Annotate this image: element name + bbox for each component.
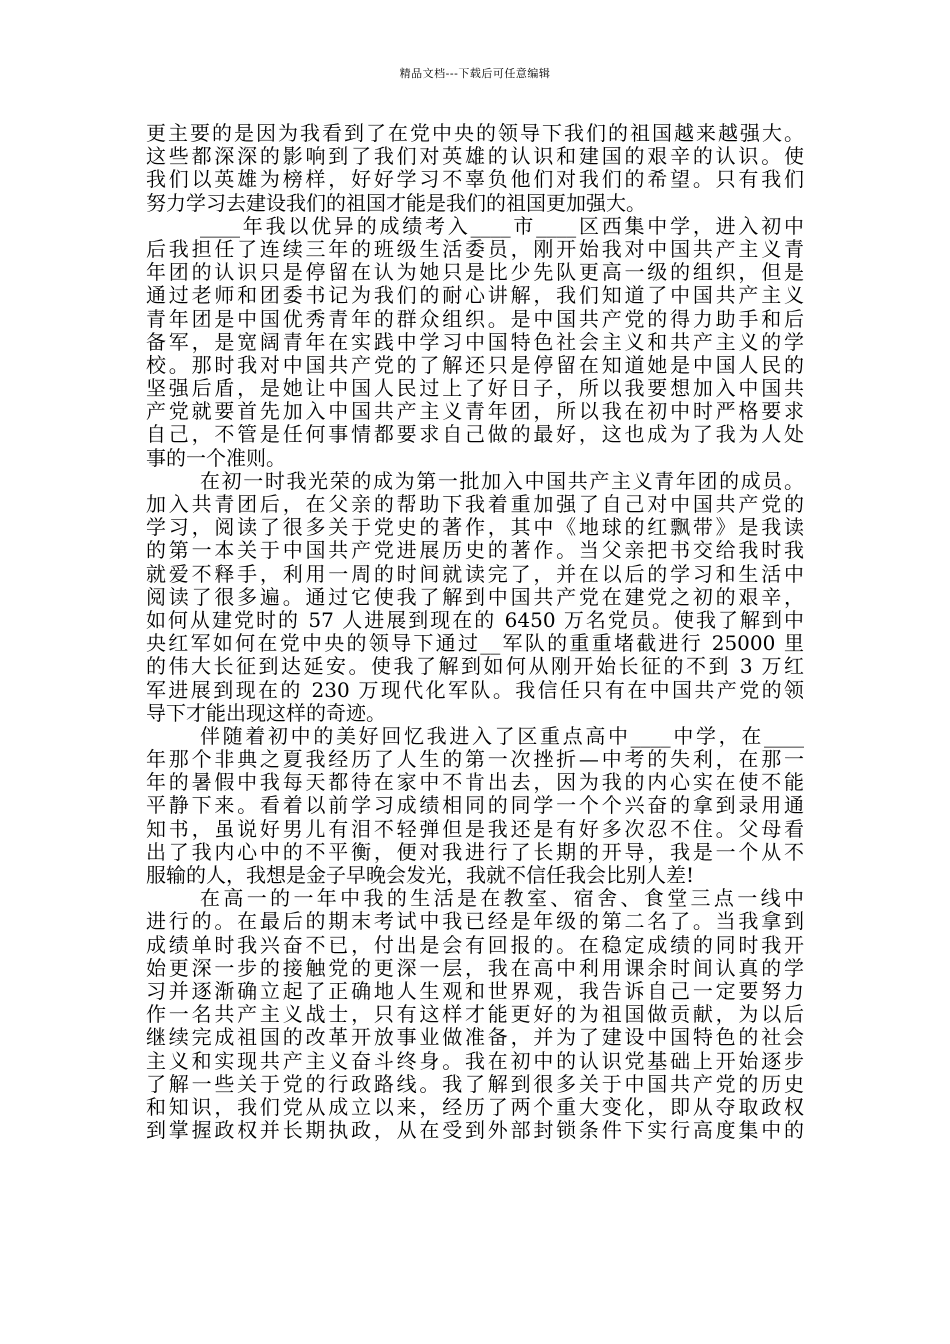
text-line: 平静下来。看着以前学习成绩相同的同学一个个兴奋的拿到录用通 <box>146 793 804 818</box>
text-line: 这些都深深的影响到了我们对英雄的认识和建国的艰辛的认识。使 <box>146 144 804 169</box>
text-line: 备军，是宽阔青年在实践中学习中国特色社会主义和共产主义的学 <box>146 329 804 354</box>
text-line: 如何从建党时的 57 人进展到现在的 6450 万名党员。使我了解到中 <box>146 607 804 632</box>
paragraph <box>146 215 804 470</box>
text-line: 产党就要首先加入中国共产主义青年团，所以我在初中时严格要求 <box>146 399 804 424</box>
text-line: 和知识，我们党从成立以来，经历了两个重大变化，即从夺取政权 <box>146 1094 804 1119</box>
text-line: 出了我内心中的不平衡，便对我进行了长期的开导，我是一个从不 <box>146 839 804 864</box>
text-line: 年团的认识只是停留在认为她只是比少先队更高一级的组织，但是 <box>146 260 804 285</box>
text-line: 就爱不释手，利用一周的时间就读完了，并在以后的学习和生活中 <box>146 561 804 586</box>
text-line: 自己，不管是任何事情都要求自己做的最好，这也成为了我为人处 <box>146 422 804 447</box>
text-line: 我们以英雄为榜样，好好学习不辜负他们对我们的希望。只有我们 <box>146 167 804 192</box>
text-line: 作一名共产主义战士，只有这样才能更好的为祖国做贡献，为以后 <box>146 1002 804 1027</box>
paragraph <box>146 887 804 1142</box>
text-line: 更主要的是因为我看到了在党中央的领导下我们的祖国越来越强大。 <box>146 121 804 145</box>
text-line: 继续完成祖国的改革开放事业做准备，并为了建设中国特色的社会 <box>146 1025 804 1050</box>
text-line: 坚强后盾，是她让中国人民过上了好日子，所以我要想加入中国共 <box>146 376 804 401</box>
paragraph <box>146 725 804 887</box>
text-line: 导下才能出现这样的奇迹。 <box>146 700 386 725</box>
text-line: 伴随着初中的美好回忆我进入了区重点高中____中学，在____ <box>200 723 804 748</box>
text-line: 加入共青团后，在父亲的帮助下我着重加强了自己对中国共产党的 <box>146 492 804 516</box>
text-line: ____年我以优异的成绩考入____市____区西集中学，进入初中 <box>200 213 804 238</box>
text-line: 央红军如何在党中央的领导下通过__军队的重重堵截进行 25000 里 <box>146 631 804 656</box>
text-line: 通过老师和团委书记为我们的耐心讲解，我们知道了中国共产主义 <box>146 283 804 308</box>
text-line: 始更深一步的接触党的更深一层，我在高中利用课余时间认真的学 <box>146 955 804 980</box>
text-line: 在初一时我光荣的成为第一批加入中国共产主义青年团的成员。 <box>200 468 804 493</box>
text-line: 主义和实现共产主义奋斗终身。我在初中的认识党基础上开始逐步 <box>146 1048 804 1073</box>
page-header: 精品文档---下载后可任意编辑 <box>399 67 551 80</box>
text-line: 校。那时我对中国共产党的了解还只是停留在知道她是中国人民的 <box>146 352 804 377</box>
text-line: 的第一本关于中国共产党进展历史的著作。当父亲把书交给我时我 <box>146 538 804 563</box>
text-line: 成绩单时我兴奋不已，付出是会有回报的。在稳定成绩的同时我开 <box>146 932 804 957</box>
text-line: 服输的人，我想是金子早晚会发光，我就不信任我会比别人差! <box>146 863 695 887</box>
text-line: 在高一的一年中我的生活是在教室、宿舍、食堂三点一线中 <box>200 886 804 911</box>
paragraph <box>146 470 804 725</box>
text-line: 年的暑假中我每天都待在家中不肯出去，因为我的内心实在使不能 <box>146 770 804 795</box>
text-line: 知书，虽说好男儿有泪不轻弹但是我还是有好多次忍不住。父母看 <box>146 816 804 841</box>
text-line: 阅读了很多遍。通过它使我了解到中国共产党在建党之初的艰辛， <box>146 584 804 609</box>
text-line: 后我担任了连续三年的班级生活委员，刚开始我对中国共产主义青 <box>146 236 804 261</box>
text-line: 了解一些关于党的行政路线。我了解到很多关于中国共产党的历史 <box>146 1071 804 1096</box>
text-line: 的伟大长征到达延安。使我了解到如何从刚开始长征的不到 3 万红 <box>146 654 804 679</box>
text-line: 努力学习去建设我们的祖国才能是我们的祖国更加强大。 <box>146 190 646 215</box>
text-line: 军进展到现在的 230 万现代化军队。我信任只有在中国共产党的领 <box>146 677 804 702</box>
text-line: 学习，阅读了很多关于党史的著作，其中《地球的红飘带》是我读 <box>146 515 804 540</box>
text-line: 青年团是中国优秀青年的群众组织。是中国共产党的得力助手和后 <box>146 306 804 331</box>
text-line: 事的一个准则。 <box>146 445 286 470</box>
text-line: 进行的。在最后的期末考试中我已经是年级的第二名了。当我拿到 <box>146 909 804 934</box>
document-body <box>146 122 804 1142</box>
text-line: 到掌握政权并长期执政，从在受到外部封锁条件下实行高度集中的 <box>146 1118 804 1143</box>
text-line: 习并逐渐确立起了正确地人生观和世界观，我告诉自己一定要努力 <box>146 978 804 1003</box>
text-line: 年那个非典之夏我经历了人生的第一次挫折—中考的失利，在那一 <box>146 747 804 772</box>
paragraph <box>146 122 804 215</box>
